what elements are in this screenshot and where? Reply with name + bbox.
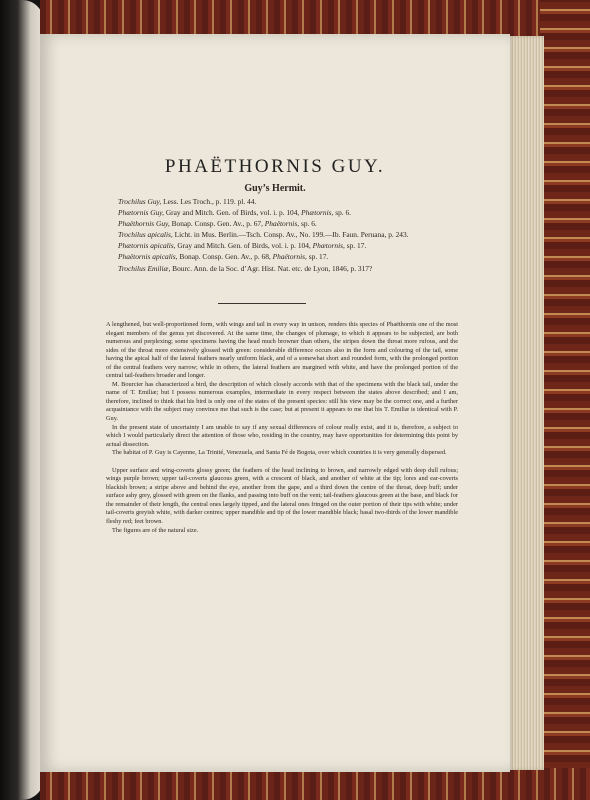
adjacent-page-edge bbox=[0, 0, 44, 800]
body-paragraph: The habitat of P. Guy is Cayenne, La Trinité, Venezuela, and Santa Fé de Bogota, over which countries it is very generally dispersed. bbox=[112, 449, 447, 457]
synonym-entry: Phætornis Guy, Gray and Mitch. Gen. of Birds, vol. i. p. 104, Phætornis, sp. 6. bbox=[118, 208, 352, 218]
synonym-entry: Phaëthornis Guy, Bonap. Consp. Gen. Av., p. 67, Phaëtornis, sp. 6. bbox=[118, 219, 317, 229]
synonymy-list bbox=[118, 196, 448, 274]
page-subtitle: Guy’s Hermit. bbox=[244, 183, 306, 194]
body-text bbox=[106, 321, 458, 535]
book-cover-top bbox=[40, 0, 590, 38]
synonym-entry: Trochilus apicalis, Licht. in Mus. Berlin.—Tsch. Consp. Av., No. 199.—Ib. Faun. Peruana, p. 243. bbox=[118, 230, 409, 240]
body-paragraph: The figures are of the natural size. bbox=[112, 526, 199, 534]
body-paragraph: M. Bourcier has characterized a bird, the description of which closely accords with that of the specimens with the black tail, under the name of T. Emiliæ; but I possess numerous examples, intermediate in every respect between the states above described; and I am, therefore, inclined to think that his bird is only one of the states of the present species: still his view may be the correct one, and a further acquaintance with the subject may convince me that such is the case; but at present it appears to me that his T. Emiliæ is identical with P. Guy. bbox=[106, 380, 458, 423]
synonym-entry: Phætornis apicalis, Gray and Mitch. Gen. of Birds, vol. i. p. 104, Phætornis, sp. 17. bbox=[118, 241, 367, 251]
body-paragraph: A lengthened, but well-proportioned form, with wings and tail in every way in unison, renders this species of Phaëthornis one of the most elegant members of the genus yet discovered. At the same time, the changes of plumage, to which it appears to be subjected, are both numerous and perplexing; some specimens having the head much browner than others, the stripes down the throat more rufous, and the sides of the throat more extensively glossed with green: considerable difference occurs also in the form and colouring of the tail, some having the apical half of the lateral feathers nearly uniform black, and of a somewhat short and rounded form, with the prolonged portion of the central feathers very narrow; while in others, the lateral feathers are margined with white, and have the prolonged portion of the central tail-feathers broader and longer. bbox=[106, 321, 458, 380]
book-page bbox=[40, 34, 510, 772]
body-paragraph: In the present state of uncertainty I am unable to say if any sexual differences of colour really exist, and it is, therefore, a subject to which I would particularly direct the attention of those who, residing in the country, may have opportunities for determining this point by actual dissection. bbox=[106, 423, 458, 448]
synonym-entry: Phaëtornis apicalis, Bonap. Consp. Gen. Av., p. 68, Phaëtornis, sp. 17. bbox=[118, 252, 329, 262]
page-stack-edges bbox=[508, 36, 544, 770]
section-divider bbox=[218, 303, 306, 304]
synonym-entry: Trochilus Emiliæ, Bourc. Ann. de la Soc. d’Agr. Hist. Nat. etc. de Lyon, 1846, p. 317? bbox=[118, 263, 373, 273]
synonym-entry: Trochilus Guy, Less. Les Troch., p. 119. pl. 44. bbox=[118, 197, 257, 206]
page-title: PHAËTHORNIS GUY. bbox=[164, 156, 386, 177]
description-paragraph: Upper surface and wing-coverts glossy green; the feathers of the head inclining to brown, and narrowly edged with deep dull rufous; wings purple brown; upper tail-coverts glaucous green, with a crescent of black, and another of white at the tip; lores and ear-coverts blackish brown; a stripe above and behind the eye, another from the gape, and a third down the centre of the throat, deep buff; under surface ashy grey, glossed with green on the flanks, and passing into buff on the vent; tail-feathers glaucous green at the base, and black for the remainder of their length, the central ones largely tipped, and the lateral ones fringed on the outer portion of their tips with white; under tail-coverts greyish white, with darker centres; upper mandible and tip of the lower mandible black; basal two-thirds of the lower mandible fleshy red; feet brown. bbox=[106, 466, 458, 526]
book-cover-right bbox=[540, 0, 590, 800]
book-cover-bottom bbox=[40, 768, 590, 800]
